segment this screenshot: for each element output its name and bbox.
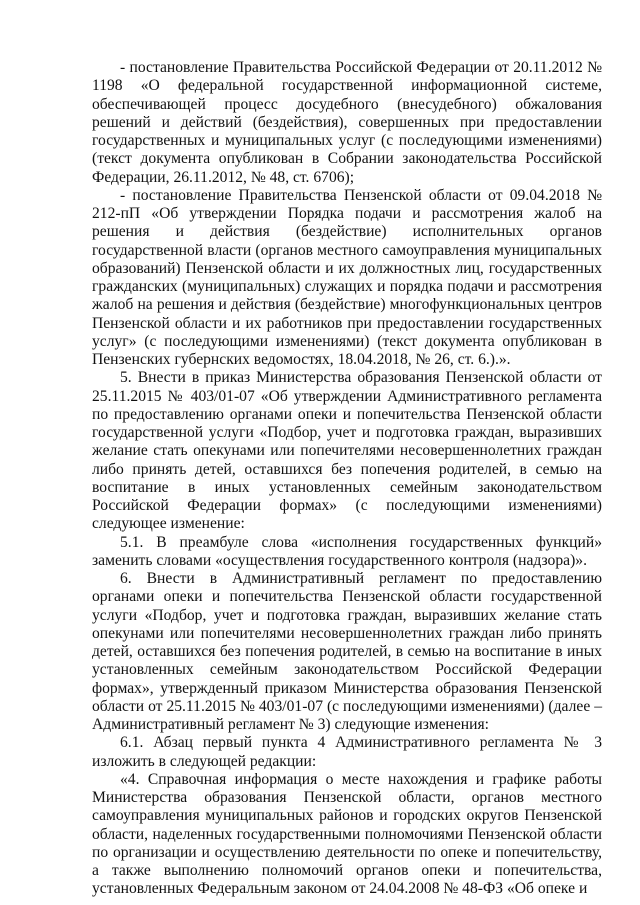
paragraph-6: 6.1. Абзац первый пункта 4 Административного регламента № 3 изложить в следующей редакции: [92,734,602,770]
paragraph-2: - постановление Правительства Пензенской области от 09.04.2018 № 212-пП «Об утверждении Порядка подачи и рассмотрения жалоб на решения и действия (бездействие) исполнительных органов государственной власти (органов местного самоуправления муниципальных образований) Пензенской области и их должностных лиц, государственных гражданских (муниципальных) служащих и порядка подачи и рассмотрения жалоб на решения и действия (бездействие) многофункциональных центров Пензенской области и их работников при предоставлении государственных услуг» (с последующими изменениями) (текст документа опубликован в Пензенских губернских ведомостях, 18.04.2018, № 26, ст. 6.).». [92,186,602,368]
paragraph-3: 5. Внести в приказ Министерства образования Пензенской области от 25.11.2015 № 403/01-07 «Об утверждении Административного регламента по предоставлению органами опеки и попечительства Пензенской области государственной услуги «Подбор, учет и подготовка граждан, выразивших желание стать опекунами или попечителями несовершеннолетних граждан либо принять детей, оставшихся без попечения родителей, в семью на воспитание в иных установленных семейным законодательством Российской Федерации формах» (с последующими изменениями) следующее изменение: [92,369,602,533]
paragraph-7: «4. Справочная информация о месте нахождения и графике работы Министерства образования Пензенской области, органов местного самоуправления муниципальных районов и городских округов Пензенской области, наделенных государственными полномочиями Пензенской области по организации и осуществлению деятельности по опеке и попечительству, а также выполнению полномочий органов опеки и попечительства, установленных Федеральным законом от 24.04.2008 № 48-ФЗ «Об опеке и [92,770,602,898]
paragraph-4: 5.1. В преамбуле слова «исполнения государственных функций» заменить словами «осуществления государственного контроля (надзора)». [92,533,602,569]
document-body [92,59,602,899]
paragraph-5: 6. Внести в Административный регламент по предоставлению органами опеки и попечительства Пензенской области государственной услуги «Подбор, учет и подготовка граждан, выразивших желание стать опекунами или попечителями несовершеннолетних граждан либо принять детей, оставшихся без попечения родителей, в семью на воспитание в иных установленных семейным законодательством Российской Федерации формах», утвержденный приказом Министерства образования Пензенской области от 25.11.2015 № 403/01-07 (с последующими изменениями) (далее – Административный регламент № 3) следующие изменения: [92,570,602,733]
paragraph-1: - постановление Правительства Российской Федерации от 20.11.2012 № 1198 «О федеральной государственной информационной системе, обеспечивающей процесс досудебного (внесудебного) обжалования решений и действий (бездействия), совершенных при предоставлении государственных и муниципальных услуг (с последующими изменениями) (текст документа опубликован в Собрании законодательства Российской Федерации, 26.11.2012, № 48, ст. 6706); [92,59,602,186]
